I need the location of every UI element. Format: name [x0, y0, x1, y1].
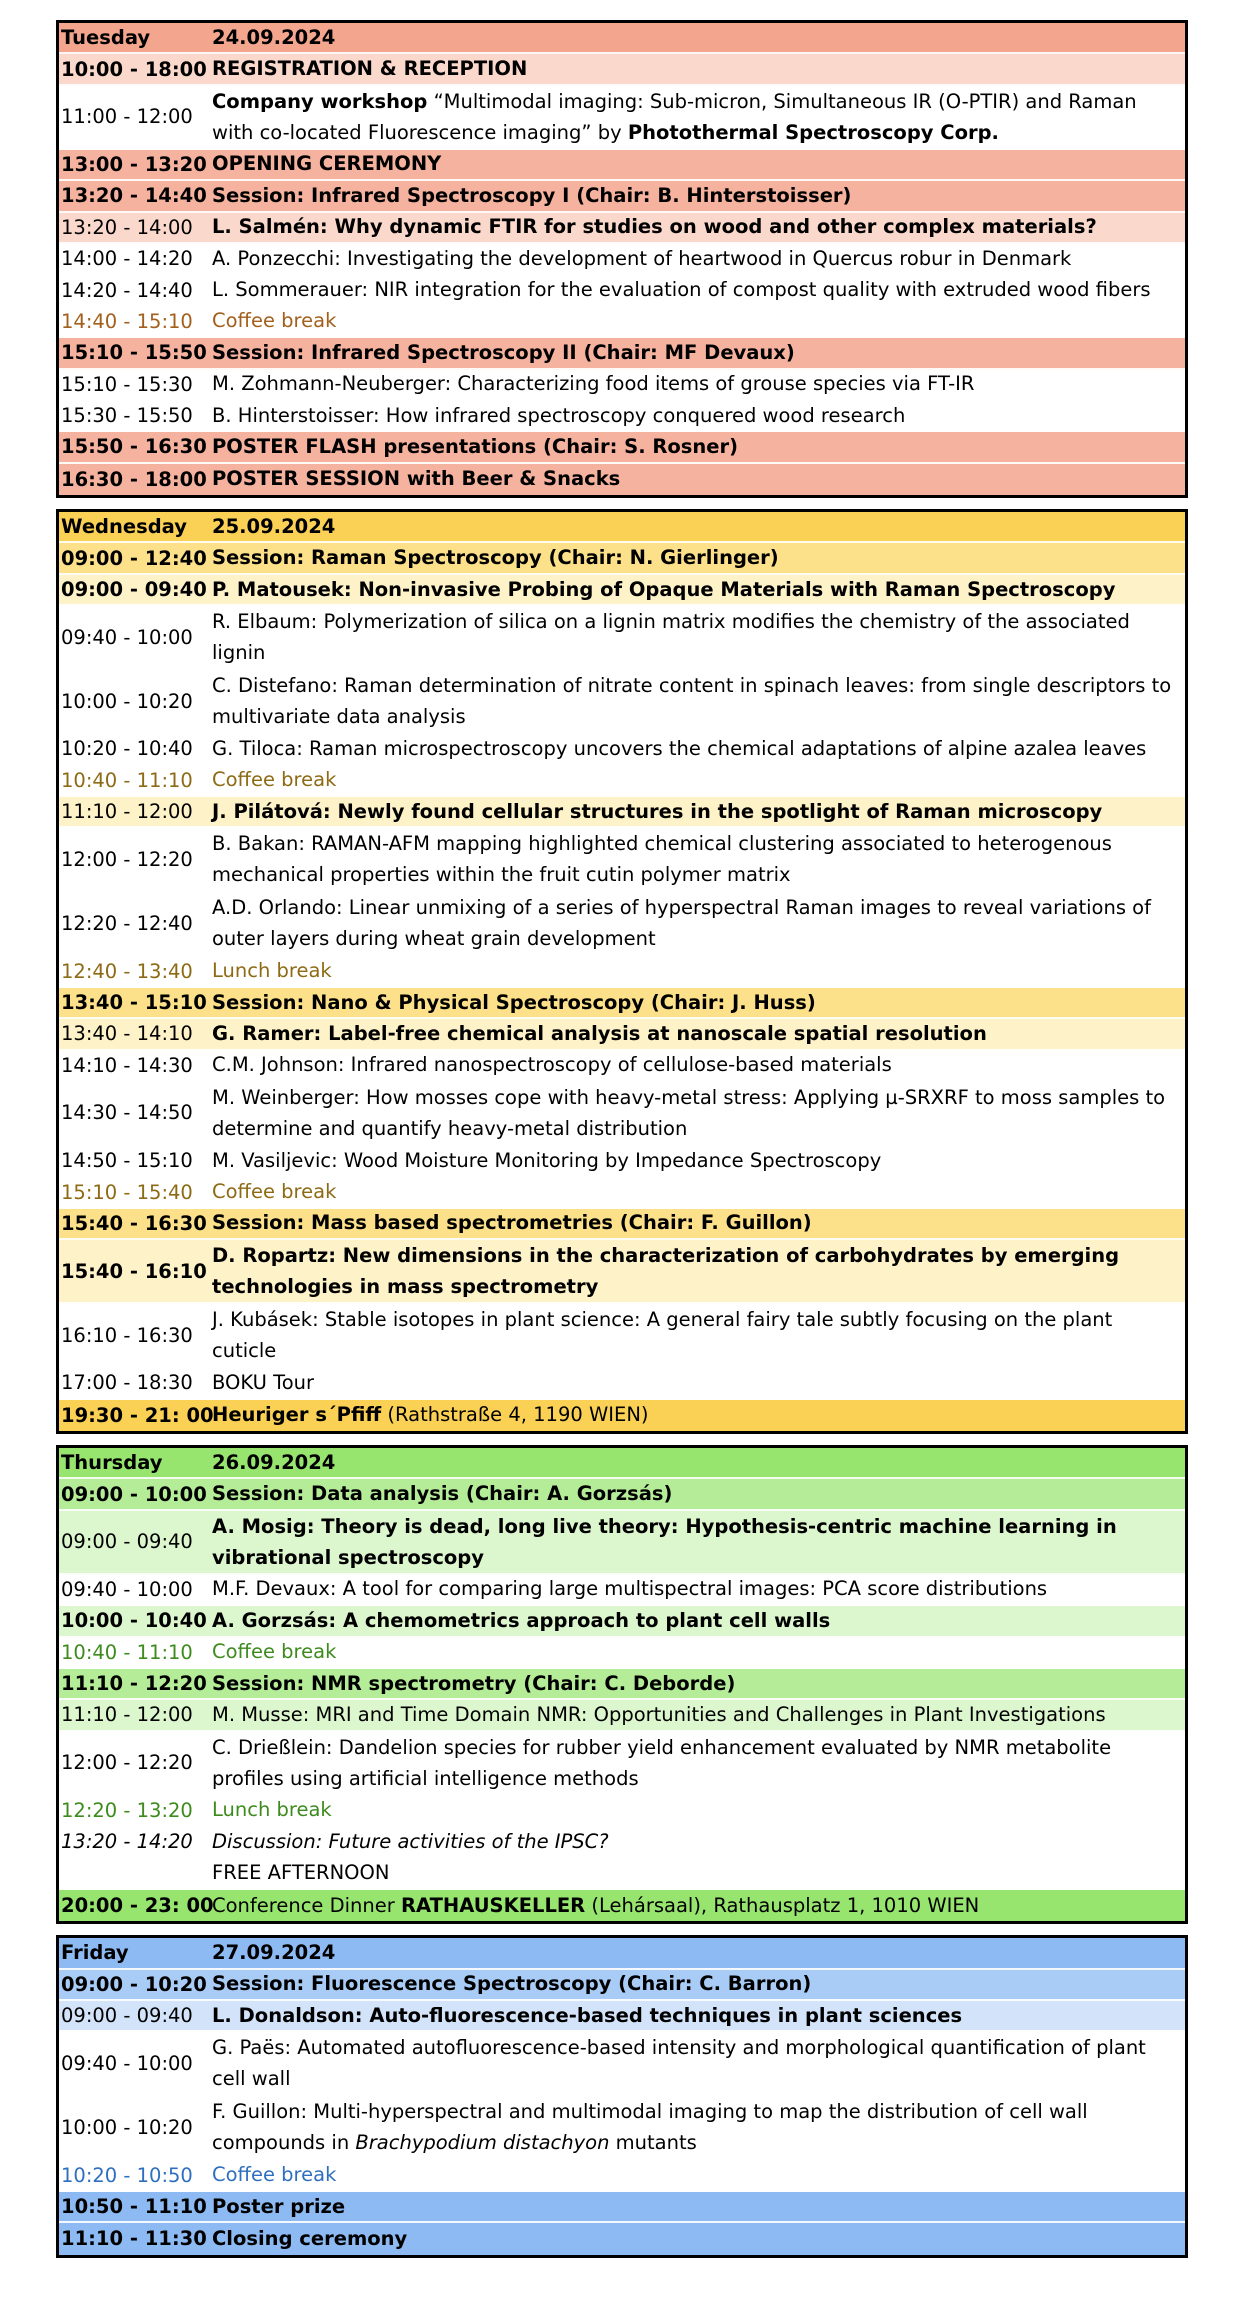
time-slot: 15:30 - 15:50: [61, 404, 193, 428]
time-slot: 14:50 - 15:10: [61, 1149, 193, 1173]
session-description: M. Musse: MRI and Time Domain NMR: Opportunities and Challenges in Plant Investigations: [212, 1702, 1106, 1726]
time-slot: 13:20 - 14:40: [61, 184, 207, 208]
time-slot: 13:40 - 15:10: [61, 991, 207, 1014]
time-slot: 14:40 - 15:10: [61, 309, 193, 333]
time-slot: 11:00 - 12:00: [61, 105, 193, 129]
schedule-row: [59, 1368, 1185, 1399]
description-fragment: RATHAUSKELLER: [401, 1893, 586, 1917]
time-slot: 12:20 - 13:20: [61, 1798, 193, 1822]
session-description: Poster prize: [212, 2194, 346, 2218]
session-description: C. Drießlein: Dandelion species for rubber yield enhancement evaluated by NMR metabolite profiles using artificial intelligence methods: [212, 1735, 1112, 1790]
schedule-row: [59, 1669, 1185, 1700]
time-slot: 09:40 - 10:00: [61, 625, 193, 649]
session-description: [212, 86, 1185, 148]
schedule-row: [59, 1209, 1185, 1240]
session-description: POSTER FLASH presentations (Chair: S. Rosner): [212, 435, 739, 458]
session-description: M. Vasiljevic: Wood Moisture Monitoring by Impedance Spectroscopy: [212, 1148, 882, 1172]
session-description: Discussion: Future activities of the IPSC?: [212, 1829, 609, 1853]
day-header-row: [59, 512, 1185, 543]
schedule-row: [59, 797, 1185, 828]
session-description: [212, 1399, 1185, 1431]
schedule-row: [59, 892, 1185, 956]
day-date: 26.09.2024: [212, 1450, 336, 1474]
time-slot: 16:10 - 16:30: [61, 1323, 193, 1347]
session-description: G. Ramer: Label-free chemical analysis at nanoscale spatial resolution: [212, 1021, 987, 1045]
session-description: L. Salmén: Why dynamic FTIR for studies on wood and other complex materials?: [212, 215, 1097, 239]
time-slot: 10:20 - 10:50: [61, 2163, 193, 2187]
day-header-row: [59, 23, 1185, 54]
session-description: POSTER SESSION with Beer & Snacks: [212, 467, 621, 491]
schedule-row: [59, 1827, 1185, 1858]
session-description: L. Donaldson: Auto-fluorescence-based techniques in plant sciences: [212, 2003, 963, 2027]
time-slot: 20:00 - 23: 00: [61, 1894, 214, 1918]
schedule-row: [59, 988, 1185, 1019]
schedule-row: [59, 2096, 1185, 2160]
session-description: G. Tiloca: Raman microspectroscopy uncovers the chemical adaptations of alpine azalea leaves: [212, 736, 1147, 760]
session-description: Coffee break: [212, 768, 337, 792]
time-slot: 10:40 - 11:10: [61, 768, 193, 792]
session-description: Closing ceremony: [212, 2226, 408, 2250]
session-description: Coffee break: [212, 309, 337, 333]
session-description: Session: Fluorescence Spectroscopy (Chair: C. Barron): [212, 1972, 812, 1996]
session-description: [212, 1890, 1185, 1922]
schedule-row: [59, 275, 1185, 306]
time-slot: 12:00 - 12:20: [61, 1751, 193, 1775]
session-description: A. Gorzsás: A chemometrics approach to plant cell walls: [212, 1608, 831, 1632]
time-slot: 09:00 - 09:40: [61, 2004, 193, 2028]
day-table-fri: [56, 1935, 1188, 2257]
session-description: OPENING CEREMONY: [212, 152, 442, 176]
session-description: Coffee break: [212, 1180, 337, 1204]
session-description: Session: Data analysis (Chair: A. Gorzsás): [212, 1482, 673, 1506]
schedule-row: [59, 828, 1185, 892]
day-name: Thursday: [61, 1451, 163, 1475]
schedule-row: [59, 432, 1185, 463]
schedule-row: [59, 1575, 1185, 1606]
session-description: Session: Raman Spectroscopy (Chair: N. Gierlinger): [212, 546, 779, 570]
time-slot: 09:00 - 09:40: [61, 1530, 193, 1554]
description-fragment: Company workshop: [212, 89, 428, 113]
day-name: Friday: [61, 1941, 129, 1965]
schedule-row: [59, 2032, 1185, 2096]
time-slot: 09:40 - 10:00: [61, 1577, 193, 1601]
session-description: Session: NMR spectrometry (Chair: C. Deborde): [212, 1671, 736, 1695]
time-slot: 10:50 - 11:10: [61, 2194, 207, 2218]
time-slot: 15:10 - 15:50: [61, 341, 207, 365]
schedule-row: [59, 1606, 1185, 1637]
schedule-row: [59, 670, 1185, 734]
session-description: B. Bakan: RAMAN-AFM mapping highlighted chemical clustering associated to heterogenous mechanical properties within the fruit cutin polymer matrix: [212, 832, 1112, 887]
schedule-row: [59, 2223, 1185, 2254]
time-slot: 11:10 - 12:20: [61, 1672, 207, 1696]
time-slot: 10:20 - 10:40: [61, 737, 193, 761]
description-fragment: Conference Dinner: [212, 1893, 401, 1917]
day-date: 25.09.2024: [212, 514, 336, 538]
description-fragment: F. Guillon: Multi-hyperspectral and multimodal imaging to map the distribution of cell wall compounds in: [212, 2100, 1088, 2155]
session-description: Session: Nano & Physical Spectroscopy (Chair: J. Huss): [212, 990, 816, 1014]
schedule-row: [59, 1511, 1185, 1575]
description-fragment: (Rathstraße 4, 1190 WIEN): [381, 1403, 649, 1427]
day-name: Wednesday: [61, 515, 187, 539]
schedule-row: [59, 1304, 1185, 1368]
time-slot: 11:10 - 12:00: [61, 1703, 193, 1727]
time-slot: 09:00 - 10:00: [61, 1482, 207, 1506]
schedule-row: [59, 401, 1185, 432]
schedule-row: [59, 575, 1185, 606]
schedule-row: [59, 1051, 1185, 1082]
time-slot: 12:40 - 13:40: [61, 959, 193, 983]
time-slot: 10:00 - 10:20: [61, 689, 193, 713]
schedule-row: [59, 54, 1185, 85]
schedule-row: [59, 1796, 1185, 1827]
time-slot: 09:40 - 10:00: [61, 2051, 193, 2075]
schedule-row: [59, 1700, 1185, 1731]
session-description: Session: Infrared Spectroscopy II (Chair: MF Devaux): [212, 340, 795, 364]
schedule-row: [59, 86, 1185, 150]
day-table-thu: [56, 1445, 1188, 1924]
session-description: D. Ropartz: New dimensions in the characterization of carbohydrates by emerging technologies in mass spectrometry: [212, 1244, 1120, 1299]
day-date: 24.09.2024: [212, 25, 336, 49]
session-description: C. Distefano: Raman determination of nitrate content in spinach leaves: from single descriptors to multivariate data analysis: [212, 674, 1172, 729]
time-slot: 09:00 - 12:40: [61, 546, 207, 570]
schedule-row: [59, 1177, 1185, 1208]
schedule-row: [59, 1082, 1185, 1146]
schedule-row: [59, 1890, 1185, 1921]
session-description: Coffee break: [212, 1640, 337, 1664]
schedule-row: [59, 244, 1185, 275]
session-description: C.M. Johnson: Infrared nanospectroscopy of cellulose-based materials: [212, 1053, 892, 1077]
time-slot: 15:40 - 16:10: [61, 1259, 207, 1283]
time-slot: 14:00 - 14:20: [61, 247, 193, 271]
session-description: BOKU Tour: [212, 1370, 315, 1394]
time-slot: 14:20 - 14:40: [61, 278, 193, 302]
time-slot: 15:50 - 16:30: [61, 435, 207, 459]
session-description: G. Paës: Automated autofluorescence-based intensity and morphological quantification of plant cell wall: [212, 2036, 1146, 2091]
session-description: M. Weinberger: How mosses cope with heavy-metal stress: Applying µ-SRXRF to moss samples to determine and quantify heavy-metal distribution: [212, 1085, 1166, 1140]
time-slot: 11:10 - 11:30: [61, 2227, 207, 2251]
time-slot: 10:40 - 11:10: [61, 1640, 193, 1664]
time-slot: 14:10 - 14:30: [61, 1053, 193, 1077]
schedule-row: [59, 213, 1185, 244]
session-description: Lunch break: [212, 959, 332, 983]
time-slot: 09:00 - 09:40: [61, 578, 207, 602]
session-description: A. Ponzecchi: Investigating the development of heartwood in Quercus robur in Denmark: [212, 246, 1072, 270]
schedule-row: [59, 1019, 1185, 1050]
time-slot: 15:40 - 16:30: [61, 1211, 207, 1235]
schedule-row: [59, 464, 1185, 495]
time-slot: 12:00 - 12:20: [61, 847, 193, 871]
session-description: Session: Infrared Spectroscopy I (Chair: B. Hinterstoisser): [212, 183, 852, 207]
time-slot: 15:10 - 15:40: [61, 1180, 193, 1204]
time-slot: 09:00 - 10:20: [61, 1972, 207, 1996]
session-description: P. Matousek: Non-invasive Probing of Opaque Materials with Raman Spectroscopy: [212, 577, 1116, 601]
time-slot: 15:10 - 15:30: [61, 372, 193, 396]
time-slot: 17:00 - 18:30: [61, 1371, 193, 1395]
day-header-row: [59, 1938, 1185, 1969]
description-fragment: “Multimodal imaging: Sub-micron, Simultaneous IR (O-PTIR) and Raman with co-located Fluorescence imaging” by: [212, 89, 1137, 144]
schedule-row: [59, 370, 1185, 401]
session-description: M. Zohmann-Neuberger: Characterizing food items of grouse species via FT-IR: [212, 372, 975, 396]
time-slot: 10:00 - 18:00: [61, 57, 207, 81]
schedule-row: [59, 1240, 1185, 1304]
schedule-row: [59, 181, 1185, 212]
session-description: Coffee break: [212, 2163, 337, 2187]
session-description: [212, 2096, 1185, 2158]
schedule-row: [59, 1146, 1185, 1177]
schedule-row: [59, 956, 1185, 987]
schedule-row: [59, 2192, 1185, 2223]
session-description: R. Elbaum: Polymerization of silica on a lignin matrix modifies the chemistry of the associated lignin: [212, 610, 1130, 665]
time-slot: 19:30 - 21: 00: [61, 1403, 214, 1427]
session-description: A.D. Orlando: Linear unmixing of a series of hyperspectral Raman images to reveal variations of outer layers during wheat grain development: [212, 896, 1151, 951]
time-slot: 10:00 - 10:40: [61, 1609, 207, 1633]
session-description: J. Pilátová: Newly found cellular structures in the spotlight of Raman microscopy: [212, 799, 1103, 823]
time-slot: 14:30 - 14:50: [61, 1101, 193, 1125]
schedule-row: [59, 766, 1185, 797]
schedule-row: [59, 150, 1185, 181]
schedule-row: [59, 1970, 1185, 2001]
session-description: M.F. Devaux: A tool for comparing large multispectral images: PCA score distributions: [212, 1577, 1048, 1601]
schedule-row: [59, 543, 1185, 574]
description-fragment: (Lehársaal), Rathausplatz 1, 1010 WIEN: [585, 1893, 980, 1917]
description-fragment: Brachypodium distachyon: [355, 2131, 610, 2155]
description-fragment: Photothermal Spectroscopy Corp.: [627, 120, 999, 144]
session-description: REGISTRATION & RECEPTION: [212, 57, 528, 81]
day-name: Tuesday: [61, 26, 151, 50]
schedule-row: [59, 1732, 1185, 1796]
schedule-row: [59, 1858, 1185, 1889]
day-table-wed: [56, 509, 1188, 1434]
schedule-row: [59, 606, 1185, 670]
day-date: 27.09.2024: [212, 1940, 336, 1964]
session-description: J. Kubásek: Stable isotopes in plant science: A general fairy tale subtly focusing on the plant cuticle: [212, 1308, 1113, 1363]
schedule-row: [59, 2001, 1185, 2032]
day-header-row: [59, 1448, 1185, 1479]
description-fragment: Heuriger s´Pfiff: [212, 1403, 382, 1427]
session-description: L. Sommerauer: NIR integration for the evaluation of compost quality with extruded wood fibers: [212, 278, 1151, 302]
description-fragment: mutants: [609, 2131, 697, 2155]
session-description: Session: Mass based spectrometries (Chair: F. Guillon): [212, 1211, 812, 1235]
schedule-row: [59, 1638, 1185, 1669]
session-description: FREE AFTERNOON: [212, 1861, 390, 1885]
time-slot: 13:20 - 14:20: [61, 1830, 193, 1854]
time-slot: 10:00 - 10:20: [61, 2115, 193, 2139]
session-description: Lunch break: [212, 1798, 332, 1822]
schedule-row: [59, 734, 1185, 765]
schedule-row: [59, 2160, 1185, 2191]
time-slot: 13:20 - 14:00: [61, 215, 193, 239]
day-table-tue: [56, 20, 1188, 498]
session-description: A. Mosig: Theory is dead, long live theory: Hypothesis-centric machine learning in vibrational spectroscopy: [212, 1514, 1117, 1569]
schedule-row: [59, 338, 1185, 369]
schedule-row: [59, 1400, 1185, 1431]
time-slot: 11:10 - 12:00: [61, 800, 193, 824]
session-description: B. Hinterstoisser: How infrared spectroscopy conquered wood research: [212, 403, 906, 427]
schedule-row: [59, 1479, 1185, 1510]
time-slot: 13:40 - 14:10: [61, 1022, 193, 1046]
time-slot: 13:00 - 13:20: [61, 152, 207, 176]
schedule-row: [59, 307, 1185, 338]
time-slot: 12:20 - 12:40: [61, 911, 193, 935]
time-slot: 16:30 - 18:00: [61, 467, 207, 491]
